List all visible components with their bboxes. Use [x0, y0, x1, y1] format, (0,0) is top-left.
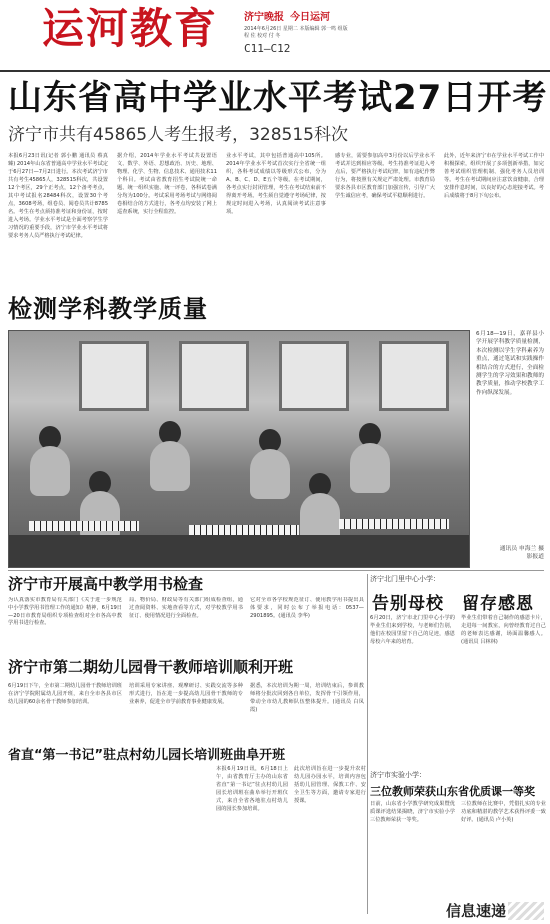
photo-caption: 6月18—19日，嘉祥县小学开展学科教学质量检测，本次检测以学生学科素养为重点，通过笔试和实践操作相结合的方式进行，全面检测学生的学习效果和教师的教学质量，推动学校教学工作向纵深发展。 — [476, 331, 544, 396]
classroom-photo — [8, 330, 470, 568]
issue-meta: 2014年6月26日 星期二 本版编辑 郭一鸣 组版 程 佐 校对 付 冬 — [244, 26, 348, 39]
window-shape — [279, 341, 349, 411]
student-figure — [250, 449, 290, 499]
lead-column: 据介绍，2014年学业水平考试共设置语文、数学、外语、思想政治、历史、地理、物理、化学、生物、信息技术、通用技术11个科目。考试由省教育招生考试院统一命题、统一组织实施、统一评卷，各科试卷满分均为100分。考试采用考场考试与网络阅卷相结合的方式进行，各考点均安装了网上巡查系统，实行全程监控。 — [117, 153, 217, 215]
side1-body — [370, 614, 546, 762]
side2-title: 三位教师荣获山东省优质课一等奖 — [370, 785, 535, 798]
article2-title: 济宁市第二期幼儿园骨干教师培训顺利开班 — [8, 658, 294, 676]
window-shape — [379, 341, 449, 411]
masthead-meta — [244, 8, 384, 55]
student-figure — [150, 441, 190, 491]
lead-body — [8, 152, 544, 294]
melodica-keys — [29, 521, 139, 531]
lead-headline: 山东省高中学业水平考试27日开考 — [8, 78, 548, 118]
lead-column: 感专业，需要参加高中3月份以后学业水平考试并达到相应等级。考生持准考证进入考点后，要严格执行考试纪律，如有违纪作弊行为，将按照有关规定严肃处理。市教育局要求各县市区教育部门加强宣传，引导广大学生诚信应考，确保考试平稳顺利进行。 — [335, 153, 435, 199]
side1-column: 6月20日，济宁市北门里中心小学的毕业生们来到学校，与老师们告别，他们在校园里留下自己的足迹，感恩母校六年来的培育。 — [370, 615, 455, 645]
article1-column: 它对全市各学校规范征订、使用教学用书提出具体要求，同时公布了举报电话：0537—2901895。(通讯员 李华) — [250, 597, 364, 619]
melodica-keys — [189, 525, 299, 535]
paper-brand — [244, 8, 384, 23]
student-figure — [30, 446, 70, 496]
article2-body — [8, 682, 364, 740]
masthead — [0, 0, 550, 68]
melodica-keys — [339, 519, 449, 529]
lead-column: 业水平考试，其中包括普通高中105所。2014年学业水平考试首次实行全省统一组织，各科考试成绩以等级形式公布，分为A、B、C、D、E五个等级。在考试期间，各考点实行封闭管理，考生在考试结束前不得离开考场。考生须自觉遵守考场纪律，按规定时间进入考场，认真阅读考试注意事项。 — [226, 153, 326, 215]
lead-column: 本报6月23日讯(记者 郭小鹏 通讯员 蔡真臻) 2014年山东省普通高中学业水平考试定于6月27日—7月2日进行。本次考试济宁市共有考生45865人，328515科次，共设置12个考区，29个正考点，12个备考考点，其中考试报名28484科次，设置30个考点，3608考场，组卷员、阅卷员共计8785名。考生在考点须持准考证和身份证，按时进入考场。学业水平考试是全面考察学生学习情况的重要手段，济宁市学业水平考试将要求考务人员严格执行考试纪律。 — [8, 153, 108, 239]
lead-subhead: 济宁市共有45865人考生报考，328515科次 — [8, 125, 348, 145]
article1-body — [8, 597, 364, 653]
column-rule — [367, 574, 368, 914]
student-figure — [80, 491, 120, 541]
briefs-title: 信息速递 — [446, 902, 507, 920]
side2-body — [370, 800, 546, 900]
side1-title: 告别母校 留存感恩 — [372, 594, 534, 614]
side2-kicker: 济宁市实验小学： — [370, 771, 426, 779]
article2-column: 6月19日下午，全市第二期幼儿园骨干教师培训班在济宁学院附属幼儿园开班，来自全市各县市区幼儿园的60余名骨干教师参加培训。 — [8, 683, 122, 705]
side1-kicker: 济宁北门里中心小学： — [370, 575, 440, 583]
article2-column: 据悉，本次培训为期一周，培训结束后，参训教师将分批次回到各自单位，发挥骨干引领作用，带动全市幼儿教师队伍整体提升。(通讯员 白凤霞) — [250, 683, 364, 713]
article1-title: 济宁市开展高中教学用书检查 — [8, 575, 204, 593]
article3-body — [216, 765, 366, 915]
article2-column: 培训采用专家讲座、观摩研讨、实践交流等多种形式进行，旨在进一步提高幼儿园骨干教师的专业素养，促进全市学前教育事业健康发展。 — [129, 683, 243, 705]
article1-column: 为认真落实市教育局有关部门《关于进一步规范中小学教学用书管理工作的通知》精神，6月19日—20日市教育局组织专项检查组对全市各高中教学用书进行检查。 — [8, 597, 122, 627]
side2-column: 三位教师在比赛中，凭借扎实的专业功底和精湛的教学艺术获得评委一致好评。(通讯员 卢小英) — [461, 801, 546, 823]
window-shape — [179, 341, 249, 411]
masthead-rule — [0, 70, 550, 72]
briefs-decoration — [508, 902, 544, 920]
side2-column: 日前，山东省小学教学研究成果暨优质课评选结果揭晓，济宁市实验小学三位教师荣获一等奖。 — [370, 801, 455, 823]
divider — [8, 570, 544, 571]
article1-column: 局、物价局、财政局等有关部门组成检查组，通过查阅资料、实地查看等方式，对学校教学用书征订、使用情况进行全面检查。 — [129, 597, 243, 619]
photo-section-title: 检测学科教学质量 — [8, 295, 208, 323]
page-numbers: C11—C12 — [244, 42, 291, 55]
article3-column: 此次培训旨在进一步提升农村幼儿园办园水平，培训内容包括幼儿园管理、保教工作、安全卫生等方面，邀请专家进行授课。 — [294, 766, 366, 804]
desk-shape — [9, 535, 470, 568]
article3-column: 本报6月19日讯，6月18日上午，由省教育厅主办的山东省省直“第一书记”驻点村幼儿园园长培训班在曲阜举行开班仪式，来自全省各地驻点村幼儿园的园长参加培训。 — [216, 766, 288, 812]
side1-column: 毕业生们带着自己制作的感恩卡片，走进每一间教室，向曾经教育过自己的老师表达感谢，场面温馨感人。(通讯员 吕林林) — [461, 615, 546, 645]
lead-column: 此外，近年来济宁市在学业水平考试工作中积极探索，组织开展了多项创新举措，如完善考试组织管理机制、强化考务人员培训等。考生在考试期间应注意饮食健康，合理安排作息时间，以良好的心态迎接考试。考后成绩将于8月下旬公布。 — [444, 153, 544, 199]
paper-name: 济宁晚报 — [244, 12, 284, 23]
photo-credit: 通讯员 申海兰 摄影报道 — [499, 546, 544, 560]
paper-name-secondary: 今日运河 — [290, 12, 330, 23]
student-figure — [350, 443, 390, 493]
section-title-logo: 运河教育 — [42, 4, 219, 53]
window-shape — [79, 341, 149, 411]
article3-title: 省直“第一书记”驻点村幼儿园长培训班曲阜开班 — [8, 748, 286, 763]
